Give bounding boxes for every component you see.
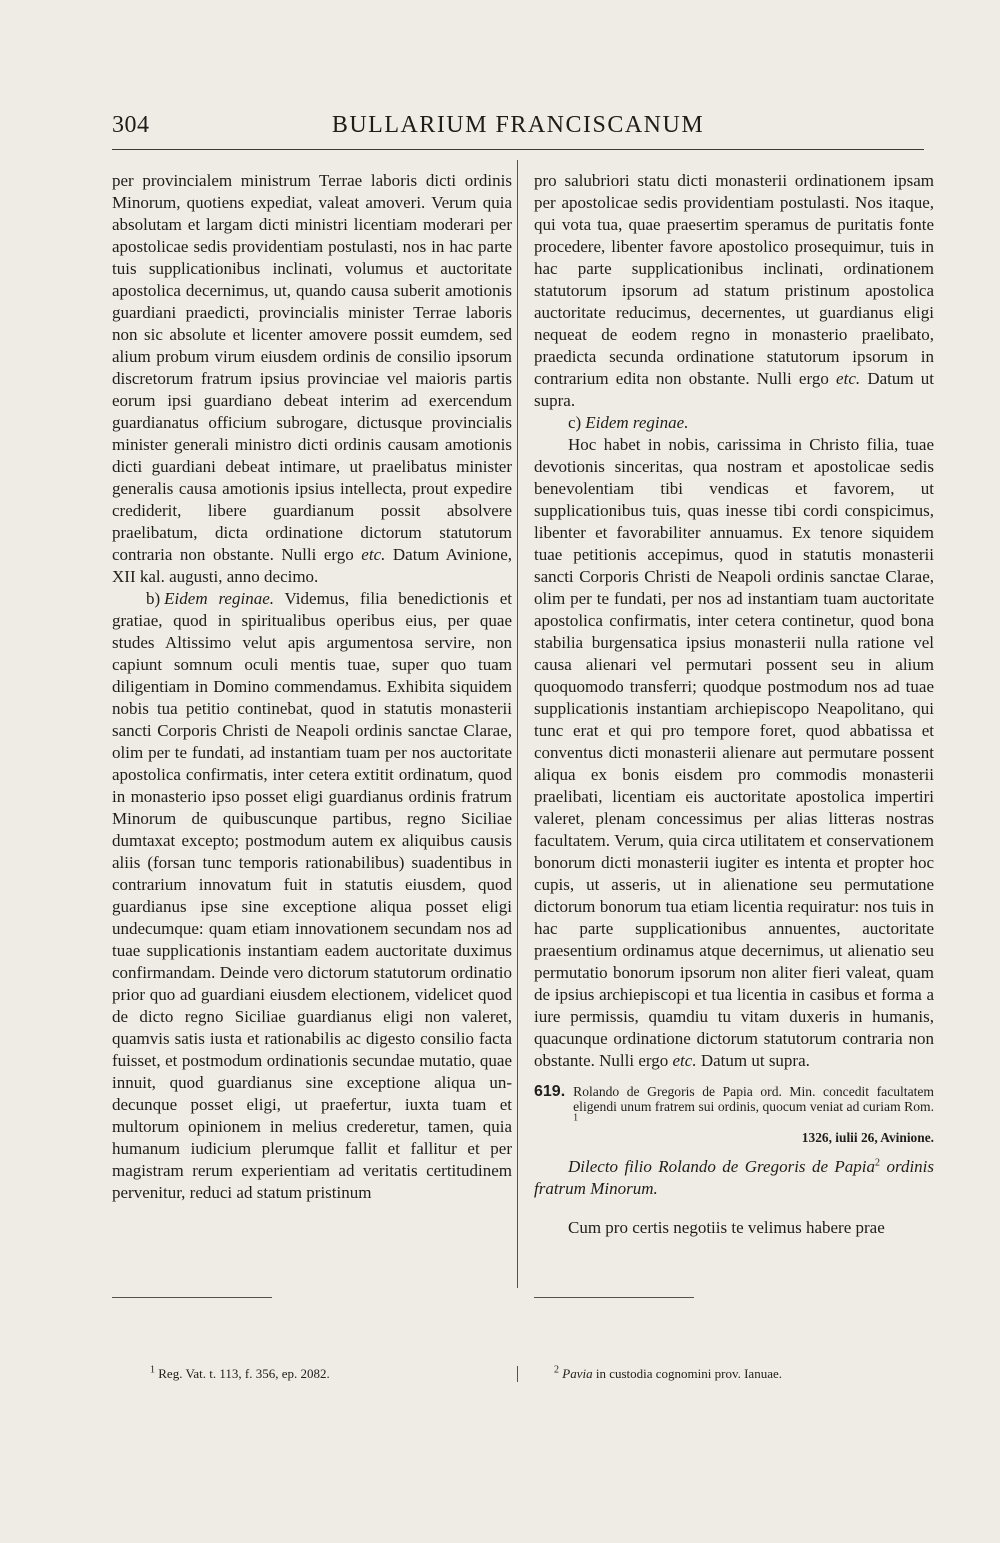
footnote-right — [554, 1366, 782, 1382]
left-paragraph-1 — [112, 170, 512, 588]
page-header — [112, 112, 924, 148]
letter-marker-c: c) — [568, 413, 582, 432]
address-text-1: Dilecto filio Rolando de Gregoris de Papia — [568, 1157, 876, 1176]
register-entry — [534, 1084, 934, 1145]
right-paragraph-1 — [534, 170, 934, 412]
etc-abbreviation: etc. — [361, 545, 386, 564]
footnote-mark: 2 — [554, 1364, 559, 1376]
right-paragraph-4 — [534, 1217, 934, 1239]
letter-heading-c — [534, 412, 934, 434]
address-text-2: ordinis fratrum Minorum. — [534, 1157, 934, 1198]
footnote-reference: 2 — [875, 1157, 881, 1169]
right-paragraph-3-text: Hoc habet in nobis, carissima in Christo filia, tuae devotionis sinceritas, qua nostram et apostolicae sedis benevolentiam tibi vendicas et favorem, ut supplicationibus tuis, quas inesse tibi cordi conspicimus, libenter et favorabiliter annuamus. Ex tenore siquidem tuae petitionis accepimus, quod in statutis monasterii sancti Corporis Christi de Neapoli ordinis sanctae Clarae, olim per te fundati, per nos ad instantiam tuam auctoritate apostolica confirmatis, inter cetera continetur, quod bona stabilia burgensatica ipsius monasterii nulla ratione vel causa alienari vel permutari possent seu in alium quoquomodo transferri; quodque postmodum nos ad tuae supplicationis instantiam archiepiscopo Neapolitano, qui tunc erat et qui pro tempore foret, quod abbatissa et conventus dicti monasterii alienare aut permutare possent aliqua ex bonis eisdem pro commodis monasterii praelibati, licentiam eis auctoritate apostolica impertiri valeret, plenam concessimus per alias litteras nostras facultatem. Verum, quia circa utilitatem et conservationem bonorum dicti monasterii iugiter es intenta et propter hoc cupis, ut asseris, ut in alienatione seu permutatione dictorum bonorum tua etiam licentia requiratur: nos tuis in hac parte supplicationibus annuentes, auctoritate praesentium ordinamus atque decernimus, ut alienatio seu permutatio bonorum ipsorum non aliter fieri valeat, quam de ipsius archiepiscopi et tua licentia in casibus et forma a iure permissis, quamdiu tu vitam duxeris in humanis, quacunque ordinatione dictorum statutorum contraria non obstante. Nulli ergo — [534, 435, 934, 1070]
letter-marker-b: b) — [146, 589, 161, 608]
etc-abbreviation: etc. — [836, 369, 861, 388]
footnote-right-text: in custodia cognomini prov. Ianuae. — [595, 1366, 782, 1381]
letter-address: Eidem reginae. — [585, 413, 689, 432]
letter-address: Eidem reginae. — [164, 589, 274, 608]
entry-summary-text: Rolando de Gregoris de Papia ord. Min. concedit facultatem eligendi unum fratrem sui ordinis, quocum veniat ad curiam Rom. — [573, 1084, 934, 1114]
dating-clause: Datum ut supra. — [700, 1051, 810, 1070]
left-paragraph-1-text: per provincialem ministrum Terrae laboris dicti ordinis Minorum, quotiens expediat, valeat amoveri. Verum quia absolutam et largam dicti ministri licentiam moderari per apostolicae sedis providentiam postulasti, nos in hac parte tuis supplicationibus inclinati, volumus et auctoritate apostolica decernimus, ut, quando causa suberit amotionis guardiani praedicti, provincialis minister Terrae laboris non sic absolute et licenter amovere possit eumdem, sed alium probum virum eiusdem ordinis de consilio ipsorum discretorum fratrum ipsius provinciae vel maioris partis eorum ipsi guardiano debeat interim ad exercendum guardianatus officium subrogare, dictusque provincialis minister generali ministro dicti ordinis causam amotionis dicti guardiani debeat intimare, ut praelibatus minister generalis causa amotionis ipsius intellecta, prout expedire crediderit, libere guardianum possit absolvere praelibatum, dicta ordinatione dictorum statutorum contraria non obstante. Nulli ergo — [112, 171, 512, 564]
footnote-left — [150, 1366, 330, 1382]
entry-date: 1326, iulii 26, Avinione. — [801, 1130, 934, 1145]
right-paragraph-3 — [534, 434, 934, 1072]
left-paragraph-2 — [112, 588, 512, 1204]
entry-summary — [573, 1084, 934, 1129]
right-paragraph-1-text: pro salubriori statu dicti monasterii ordinationem ipsam per apostolicae sedis providentiam postulasti. Nos itaque, qui vota tua, quae praesertim speramus de puritatis fonte procedere, libenter favore apostolico prosequimur, tuis in hac parte supplicationibus inclinati, ordinationem statutorum ipsorum ad statum pristinum apostolica auctoritate reducimus, decernentes, ut guardianus eligi nequeat de eodem regno in monasterio praelibato, praedicta secunda ordinatione statutorum ipsorum in contrarium edita non obstante. Nulli ergo — [534, 171, 934, 388]
entry-number: 619. — [534, 1083, 566, 1100]
header-rule — [112, 149, 924, 150]
footnote-right-italic: Pavia — [562, 1366, 593, 1381]
etc-abbreviation: etc. — [672, 1051, 697, 1070]
dating-clause: Datum ut supra. — [534, 369, 935, 410]
running-title: BULLARIUM FRANCISCANUM — [331, 112, 705, 138]
footnote-divider — [517, 1366, 518, 1382]
footnote-rule-left — [112, 1297, 272, 1298]
column-divider — [517, 160, 518, 1288]
right-column — [534, 170, 934, 1239]
footnote-rule-right — [534, 1297, 694, 1298]
footnote-mark: 1 — [150, 1364, 155, 1376]
page-number: 304 — [112, 112, 150, 138]
left-column — [112, 170, 512, 1204]
right-paragraph-4-text: Cum pro certis negotiis te velimus habere prae — [568, 1218, 885, 1237]
left-paragraph-2-text: Videmus, filia benedictionis et gratiae, quod in spiritualibus operibus eius, per quae studes Altissimo velut apis argumentosa servire, non capiunt somnum oculi mentis tuae, super quo tuam diligentiam in Domino commendamus. Exhibita siquidem nobis tua petitio continebat, quod in statutis monasterii sancti Corporis Christi de Neapoli ordinis sanctae Clarae, olim per te fundati, ad instantiam tuam per nos auctoritate apostolica confirmatis, inter cetera extitit ordinatum, quod in monasterio ipso posset eligi guardianus ordinis fratrum Minorum de quibuscunque partibus, regno Siciliae dumtaxat excepto; postmodum autem ex aliquibus causis aliis (forsan tunc temporis rationabilibus) suadentibus in contrarium innovatum fuit in statutis eiusdem, quod guardianus ipse sine exceptione aliqua posset eligi undecumque: quam etiam innovationem secundam nos ad tuae supplicationis instantiam eadem auctoritate duximus confirmandam. Deinde vero dictorum statutorum ordinatio prior quo ad guardiani eiusdem electionem, videlicet quod de dicto regno Siciliae guardianus eligi non valeret, quamvis satis iusta et rationabilis ac digesto consilio facta fuisset, et postmodum ordinationis secundae mutatio, quae innuit, quod guardianus sine exceptione aliqua undecunque posset eligi, ut praefertur, iuxta tuam et multorum opinionem in melius crederetur, tamen, quia humanum iudicium plerumque fallit et fallitur et per magistram rerum experientiam ad veritatis certitudinem pervenitur, reduci ad statum pristinum — [112, 589, 512, 1202]
dating-clause: Datum Avinione, XII kal. augusti, anno decimo. — [112, 545, 513, 586]
footnote-reference: 1 — [573, 1112, 579, 1124]
footnote-left-text: Reg. Vat. t. 113, f. 356, ep. 2082. — [158, 1366, 330, 1381]
letter-address-heading — [534, 1156, 934, 1200]
